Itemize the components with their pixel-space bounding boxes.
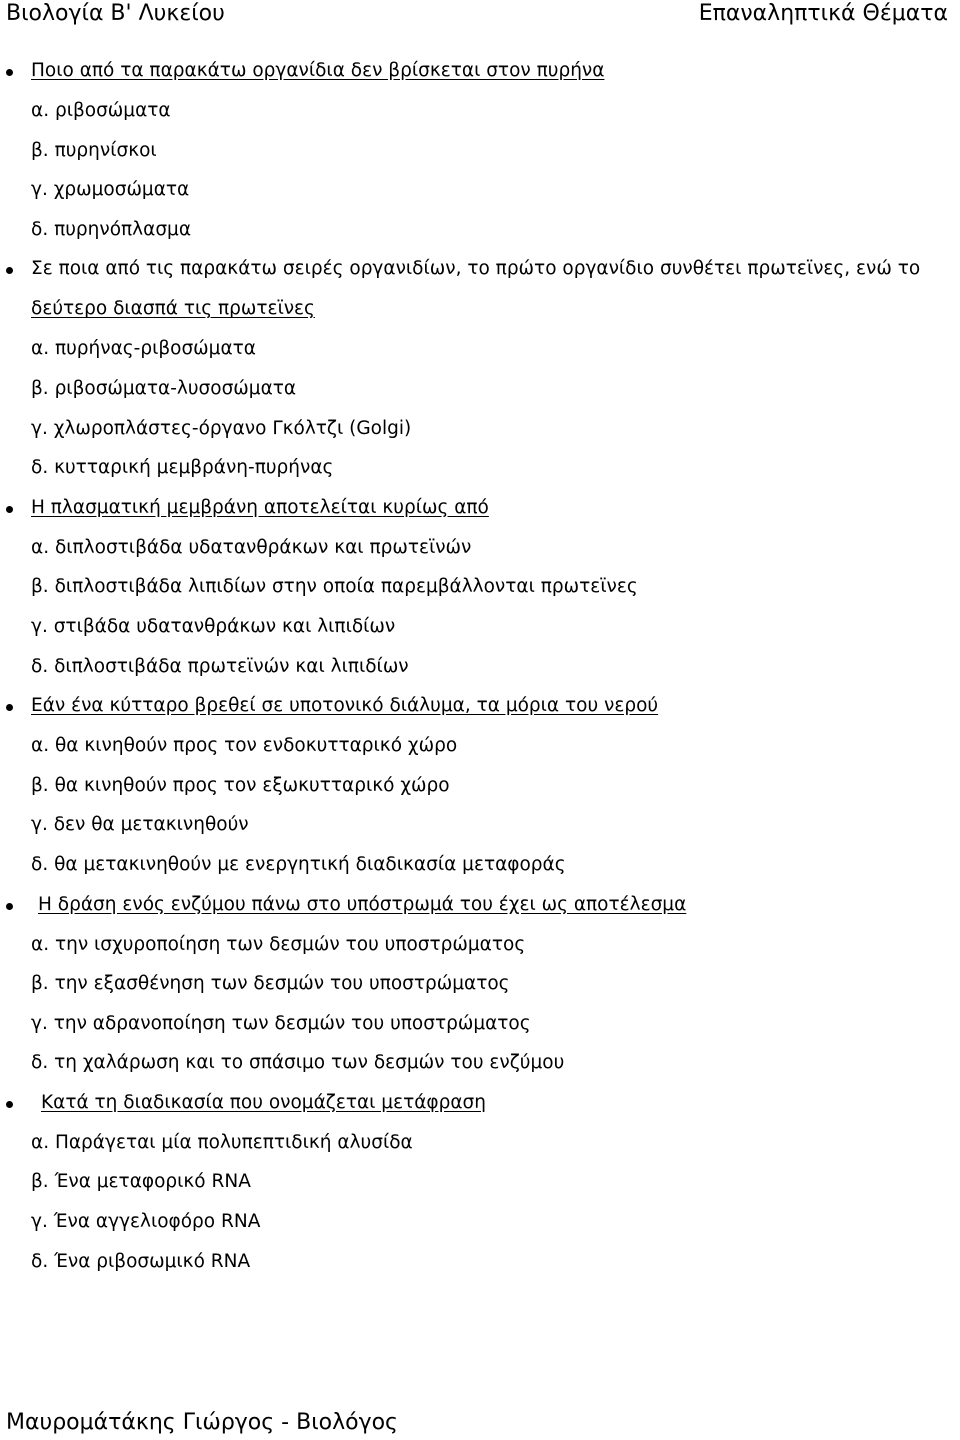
question-2 [0, 249, 960, 487]
bullet-icon [4, 488, 18, 528]
question-text-line2: δεύτερο διασπά τις πρωτεϊνες [31, 298, 315, 320]
option-c: γ. Ένα αγγελιοφόρο RNA [31, 1211, 261, 1233]
option-a: α. ριβοσώματα [31, 100, 171, 121]
option-d: δ. θα μετακινηθούν με ενεργητική διαδικασία μεταφοράς [31, 853, 566, 875]
option-b: β. πυρηνίσκοι [31, 139, 157, 161]
question-text: Ποιο από τα παρακάτω οργανίδια δεν βρίσκεται στον πυρήνα [31, 60, 605, 81]
option-d: δ. πυρηνόπλασμα [31, 218, 192, 240]
question-text-line1: Σε ποια από τις παρακάτω σειρές οργανιδίων, το πρώτο οργανίδιο συνθέτει πρωτεϊνες, ενώ το [31, 258, 921, 280]
option-a: α. θα κινηθούν προς τον ενδοκυτταρικό χώρο [31, 735, 458, 757]
option-a: α. πυρήνας-ριβοσώματα [31, 338, 256, 360]
bullet-icon [4, 885, 18, 925]
header-title: Επαναληπτικά Θέματα [698, 1, 948, 26]
question-1 [0, 51, 960, 249]
option-d: δ. κυτταρική μεμβράνη-πυρήνας [31, 457, 334, 479]
question-text: Εάν ένα κύτταρο βρεθεί σε υποτονικό διάλυμα, τα μόρια του νερού [31, 695, 659, 717]
option-a: α. Παράγεται μία πολυπεπτιδική αλυσίδα [31, 1131, 413, 1153]
option-b: β. ριβοσώματα-λυσοσώματα [31, 377, 297, 399]
option-d: δ. διπλοστιβάδα πρωτεϊνών και λιπιδίων [31, 655, 409, 677]
bullet-icon [4, 686, 18, 726]
bullet-icon [4, 1083, 18, 1123]
question-6 [0, 1083, 960, 1281]
question-list [0, 51, 960, 1281]
option-b: β. την εξασθένηση των δεσμών του υποστρώματος [31, 973, 510, 995]
option-c: γ. στιβάδα υδατανθράκων και λιπιδίων [31, 615, 396, 637]
question-4 [0, 686, 960, 884]
question-text: Η πλασματική μεμβράνη αποτελείται κυρίως από [31, 496, 489, 518]
question-5 [0, 885, 960, 1083]
option-d: δ. τη χαλάρωση και το σπάσιμο των δεσμών του ενζύμου [31, 1052, 565, 1074]
option-b: β. διπλοστιβάδα λιπιδίων στην οποία παρεμβάλλονται πρωτεϊνες [31, 576, 638, 598]
option-c: γ. δεν θα μετακινηθούν [31, 814, 249, 836]
option-c: γ. χρωμοσώματα [31, 179, 190, 201]
bullet-icon [4, 51, 18, 91]
option-b: β. θα κινηθούν προς τον εξωκυτταρικό χώρο [31, 774, 450, 796]
question-3 [0, 488, 960, 686]
question-text: Η δράση ενός ενζύμου πάνω στο υπόστρωμά του έχει ως αποτέλεσμα [38, 893, 687, 915]
option-d: δ. Ένα ριβοσωμικό RNA [31, 1250, 251, 1272]
option-a: α. την ισχυροποίηση των δεσμών του υποστρώματος [31, 933, 526, 955]
option-c: γ. την αδρανοποίηση των δεσμών του υποστρώματος [31, 1012, 531, 1034]
question-text: Κατά τη διαδικασία που ονομάζεται μετάφραση [41, 1091, 487, 1113]
option-a: α. διπλοστιβάδα υδατανθράκων και πρωτεϊνών [31, 536, 472, 558]
option-b: β. Ένα μεταφορικό RNA [31, 1171, 251, 1193]
footer-author: Μαυρομάτάκης Γιώργος - Βιολόγος [6, 1410, 398, 1435]
bullet-icon [4, 249, 18, 289]
option-c: γ. χλωροπλάστες-όργανο Γκόλτζι (Golgi) [31, 417, 412, 439]
header-subject: Βιολογία Β' Λυκείου [6, 1, 225, 26]
